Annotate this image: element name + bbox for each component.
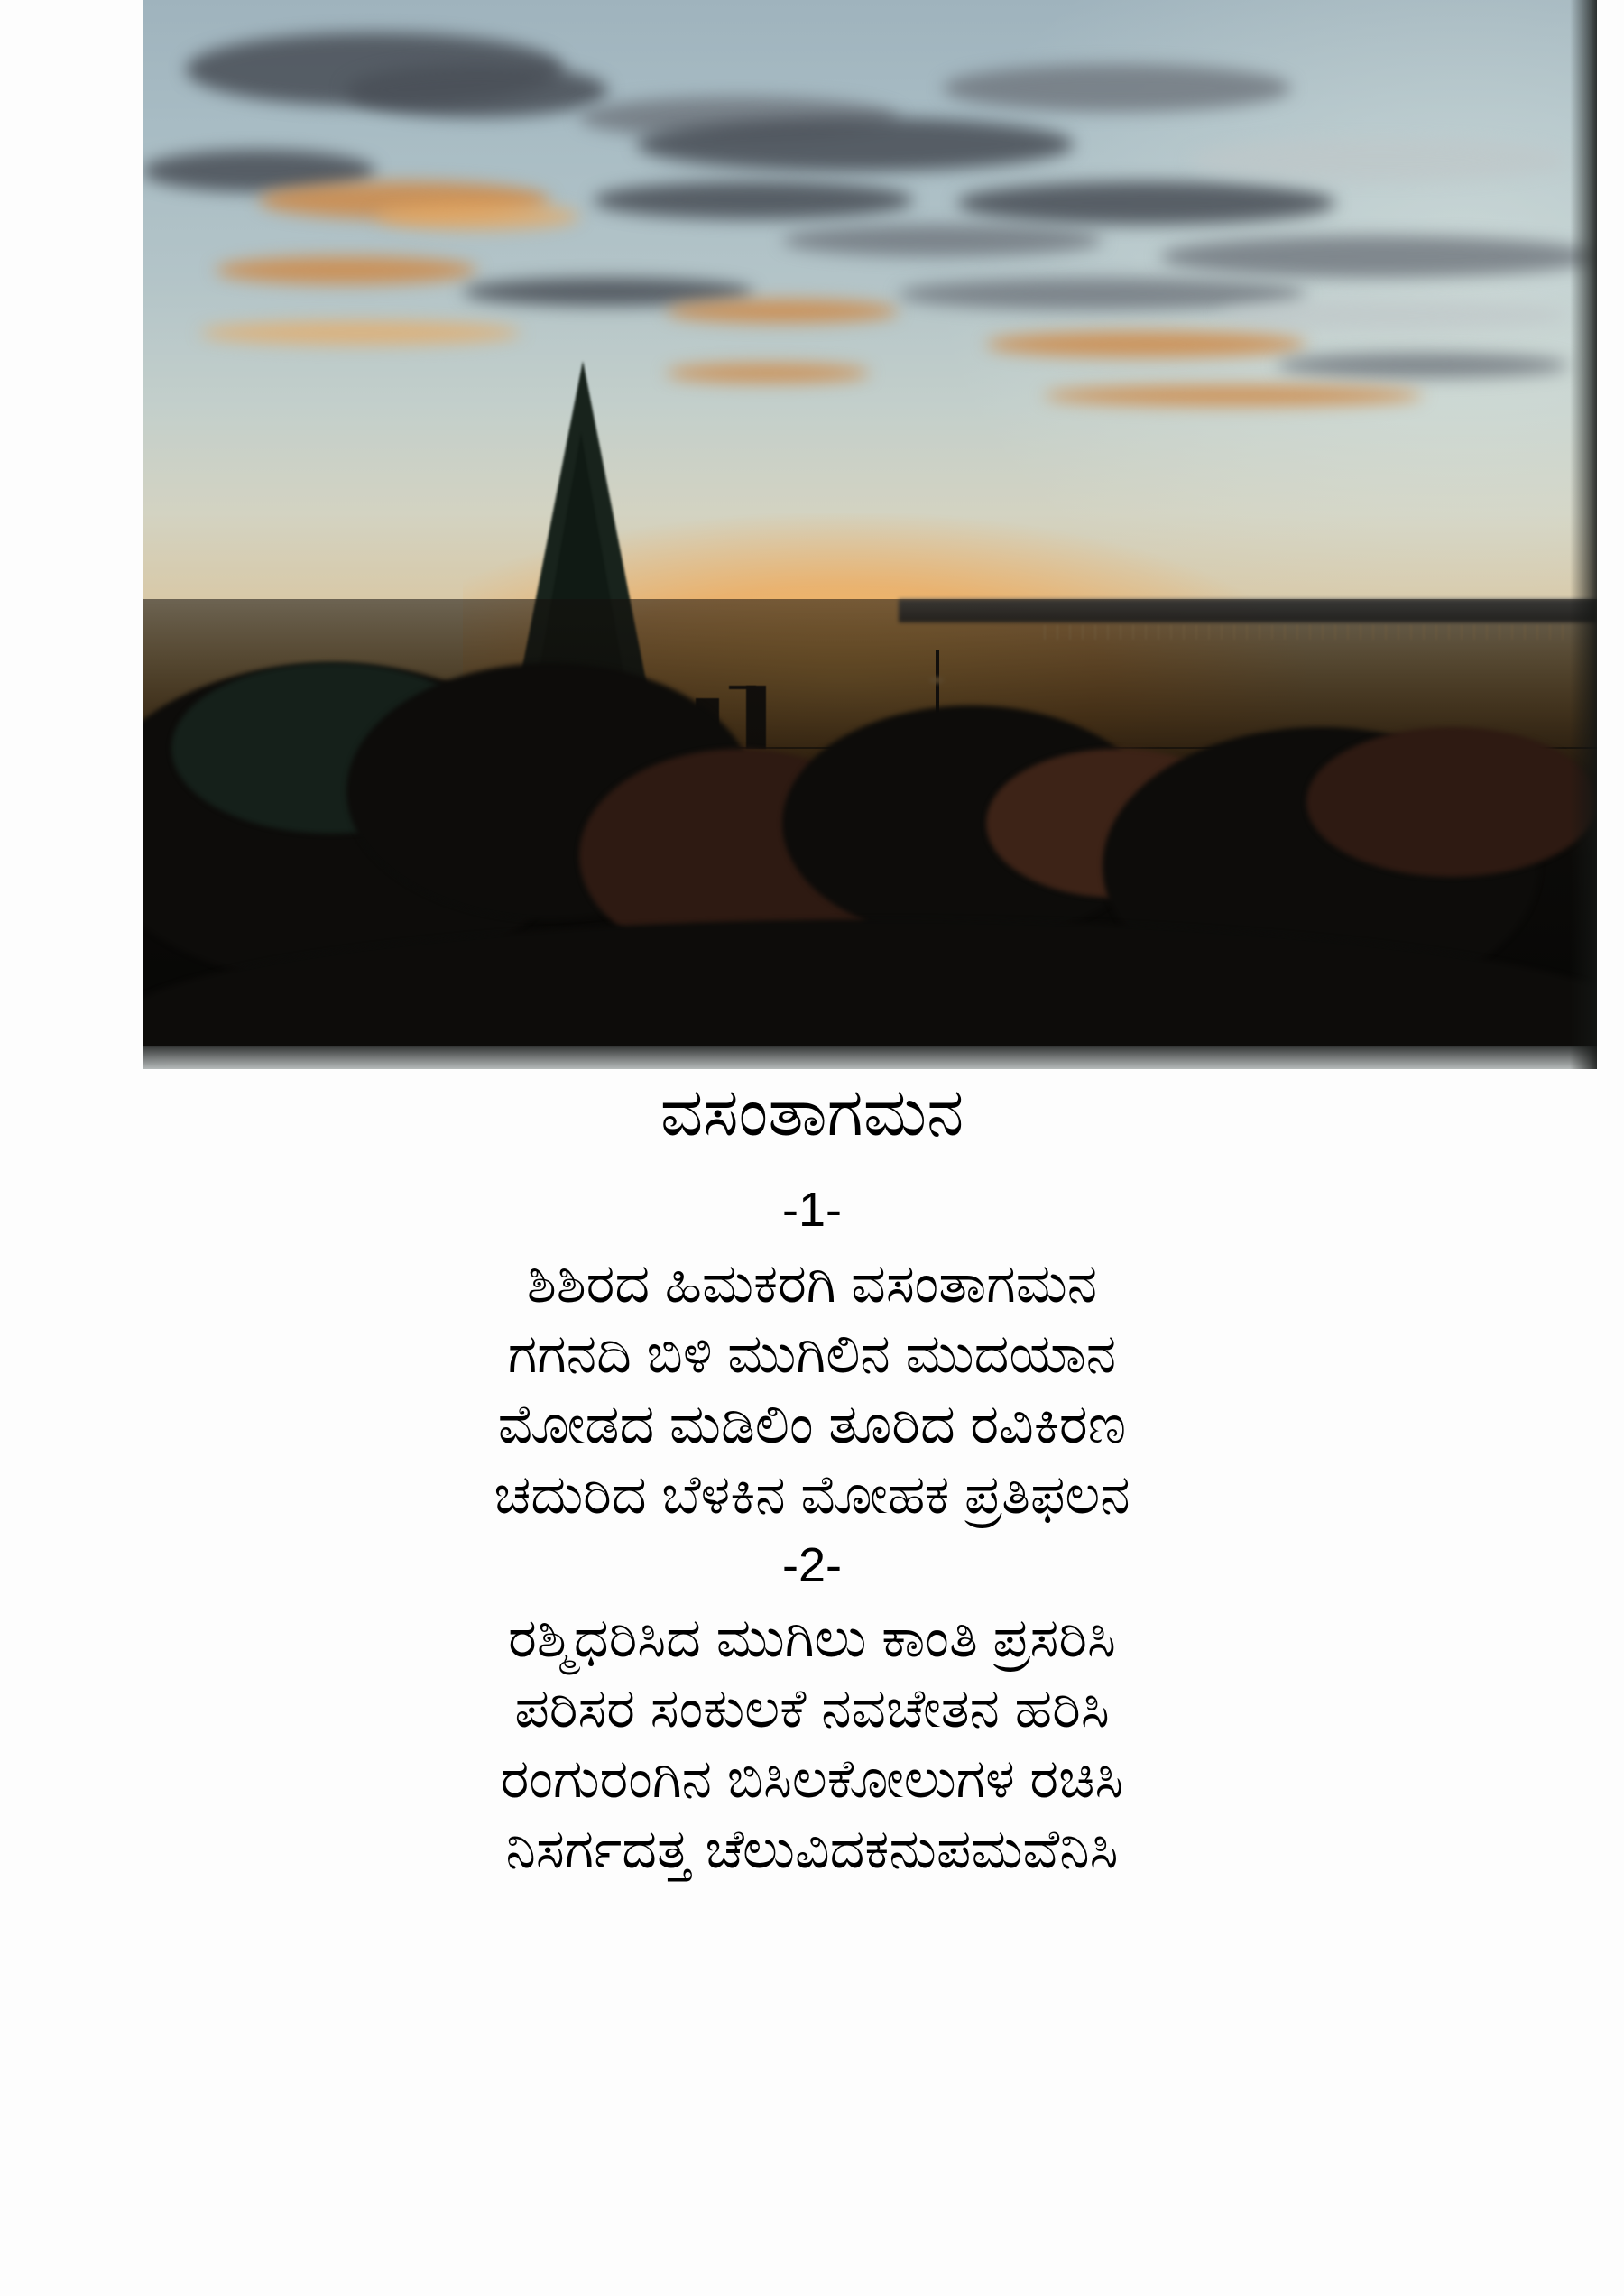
page-title: ವಸಂತಾಗಮನ — [660, 1074, 964, 1149]
poem-line: ಗಗನದಿ ಬಿಳಿ ಮುಗಿಲಿನ ಮುದಯಾನ — [507, 1323, 1117, 1384]
cloud — [1044, 385, 1422, 407]
cloud — [637, 117, 1074, 171]
poem-line: ಮೋಡದ ಮಡಿಲಿಂ ತೂರಿದ ರವಿಕಿರಣ — [497, 1393, 1127, 1454]
poem-line: ಪರಿಸರ ಸಂಕುಲಕೆ ನವಚೇತನ ಹರಿಸಿ — [514, 1678, 1110, 1739]
photo-container — [143, 0, 1622, 1069]
cloud — [1219, 300, 1568, 332]
tree-mass — [1306, 727, 1597, 877]
cloud — [782, 225, 1103, 257]
poem-line: ನಿಸರ್ಗದತ್ತ ಚೆಲುವಿದಕನುಪಮವೆನಿಸಿ — [505, 1819, 1119, 1880]
cloud — [1160, 235, 1597, 278]
poem-line: ಶಿಶಿರದ ಹಿಮಕರಗಿ ವಸಂತಾಗಮನ — [526, 1252, 1098, 1314]
cloud — [899, 278, 1306, 310]
cloud — [943, 64, 1292, 112]
poem-line: ರಂಗುರಂಗಿನ ಬಿಸಿಲಕೋಲುಗಳ ರಚಿಸಿ — [500, 1748, 1124, 1810]
poem-line: ರಶ್ಮಿಧರಿಸಿದ ಮುಗಿಲು ಕಾಂತಿ ಪ್ರಸರಿಸಿ — [508, 1608, 1116, 1669]
cloud — [594, 181, 914, 218]
sunset-landscape-photo — [143, 0, 1597, 1069]
stanza-2 — [0, 1537, 1624, 1886]
cloud — [666, 300, 899, 323]
cloud — [957, 181, 1335, 224]
poem-content — [0, 1074, 1624, 1892]
stanza-1 — [0, 1182, 1624, 1530]
photo-bottom-edge — [143, 1046, 1597, 1069]
photo-right-edge — [1570, 0, 1597, 1069]
cloud — [666, 364, 870, 383]
stanza-number: -2- — [782, 1537, 842, 1592]
cloud — [200, 321, 521, 345]
cloud — [986, 331, 1306, 356]
stanza-number: -1- — [782, 1182, 842, 1237]
cloud — [346, 64, 608, 117]
cloud — [375, 203, 579, 230]
cloud — [216, 256, 477, 284]
cloud — [1190, 139, 1568, 181]
poem-line: ಚದುರಿದ ಬೆಳಕಿನ ಮೋಹಕ ಪ್ರತಿಫಲನ — [494, 1463, 1130, 1525]
